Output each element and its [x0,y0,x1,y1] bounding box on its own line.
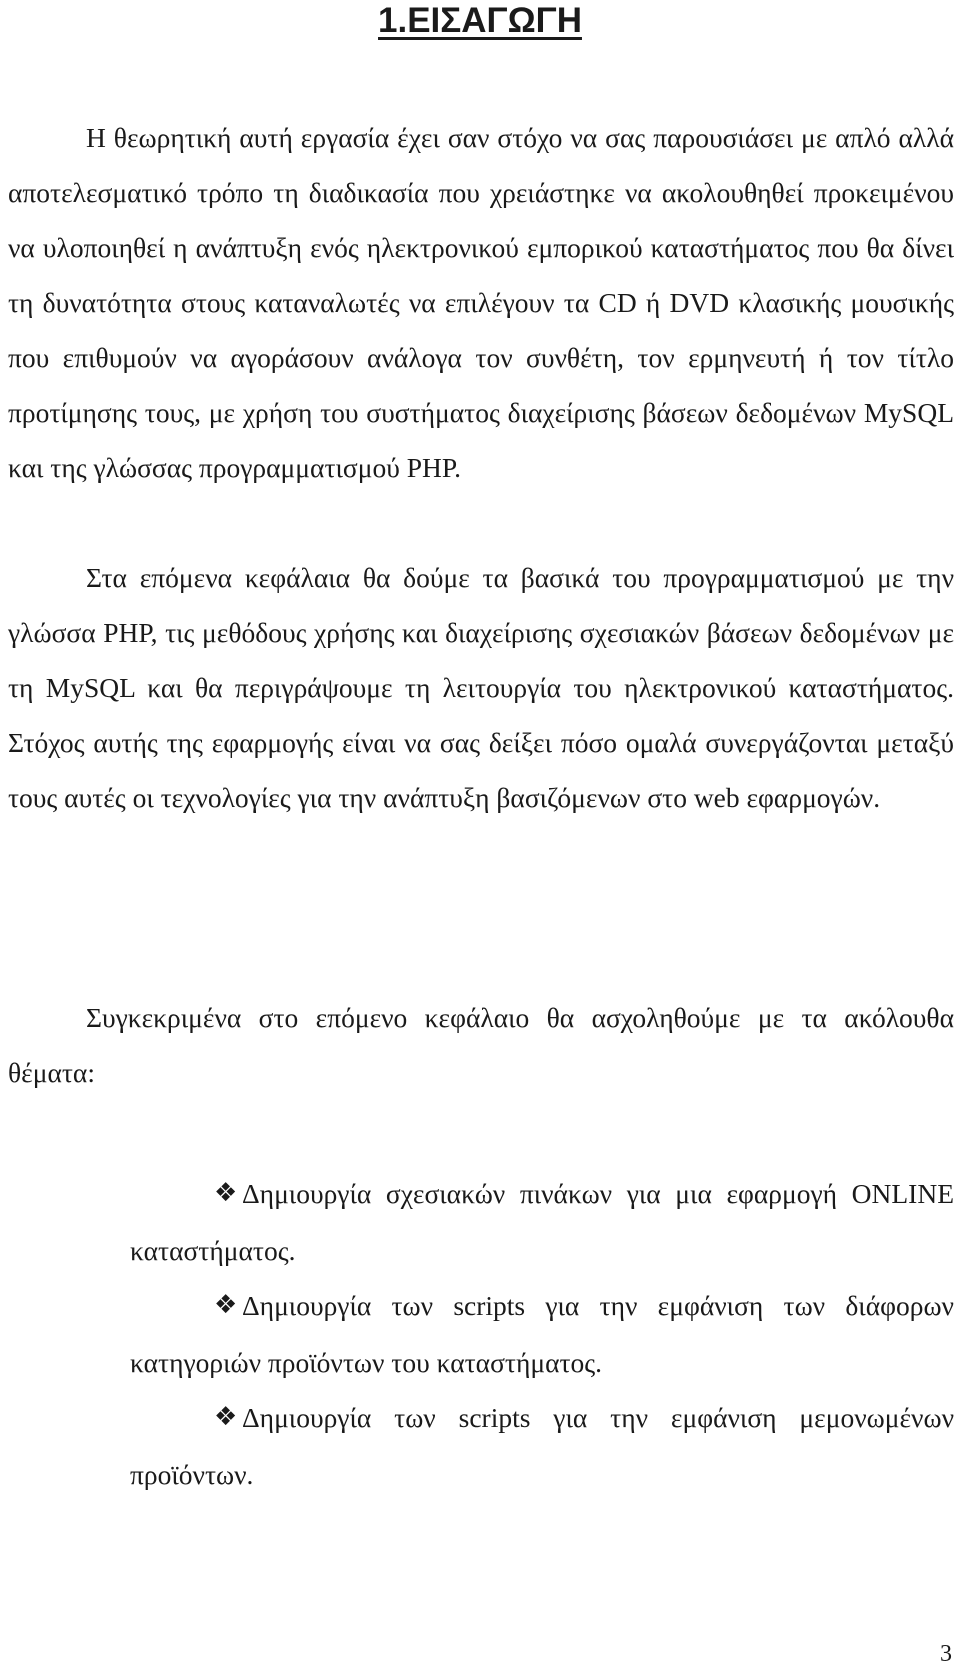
diamond-bullet-icon: ❖ [214,1290,238,1320]
list-item [130,1166,954,1278]
list-item-text: Δημιουργία των scripts για την εμφάνιση των διάφορων κατηγοριών προϊόντων του καταστήματος. [130,1290,954,1378]
list-item-text: Δημιουργία σχεσιακών πινάκων για μια εφαρμογή ONLINE καταστήματος. [130,1178,954,1266]
list-item [130,1390,954,1502]
diamond-bullet-icon: ❖ [214,1402,238,1432]
page-number: 3 [940,1641,952,1667]
section-title: 1.ΕΙΣΑΓΩΓΗ [378,1,582,40]
list-item [130,1278,954,1390]
topics-intro-paragraph: Συγκεκριμένα στο επόμενο κεφάλαιο θα ασχοληθούμε με τα ακόλουθα θέματα: [8,1002,954,1088]
topics-list [130,1166,954,1502]
intro-paragraph: Η θεωρητική αυτή εργασία έχει σαν στόχο να σας παρουσιάσει με απλό αλλά αποτελεσματικό τρόπο τη διαδικασία που χρειάστηκε να ακολουθηθεί προκειμένου να υλοποιηθεί η ανάπτυξη ενός ηλεκτρονικού εμπορικού καταστήματος που θα δίνει τη δυνατότητα στους καταναλωτές να επιλέγουν τα CD ή DVD κλασικής μουσικής που επιθυμούν να αγοράσουν ανάλογα τον συνθέτη, τον ερμηνευτή ή τον τίτλο προτίμησης τους, με χρήση του συστήματος διαχείρισης βάσεων δεδομένων MySQL και της γλώσσας προγραμματισμού PHP. [8,122,954,483]
chapters-paragraph: Στα επόμενα κεφάλαια θα δούμε τα βασικά του προγραμματισμού με την γλώσσα PHP, τις μεθόδους χρήσης και διαχείρισης σχεσιακών βάσεων δεδομένων με τη MySQL και θα περιγράψουμε τη λειτουργία του ηλεκτρονικού καταστήματος. Στόχος αυτής της εφαρμογής είναι να σας δείξει πόσο ομαλά συνεργάζονται μεταξύ τους αυτές οι τεχνολογίες για την ανάπτυξη βασιζόμενων στο web εφαρμογών. [8,562,954,813]
diamond-bullet-icon: ❖ [214,1178,238,1208]
list-item-text: Δημιουργία των scripts για την εμφάνιση μεμονωμένων προϊόντων. [130,1402,954,1490]
